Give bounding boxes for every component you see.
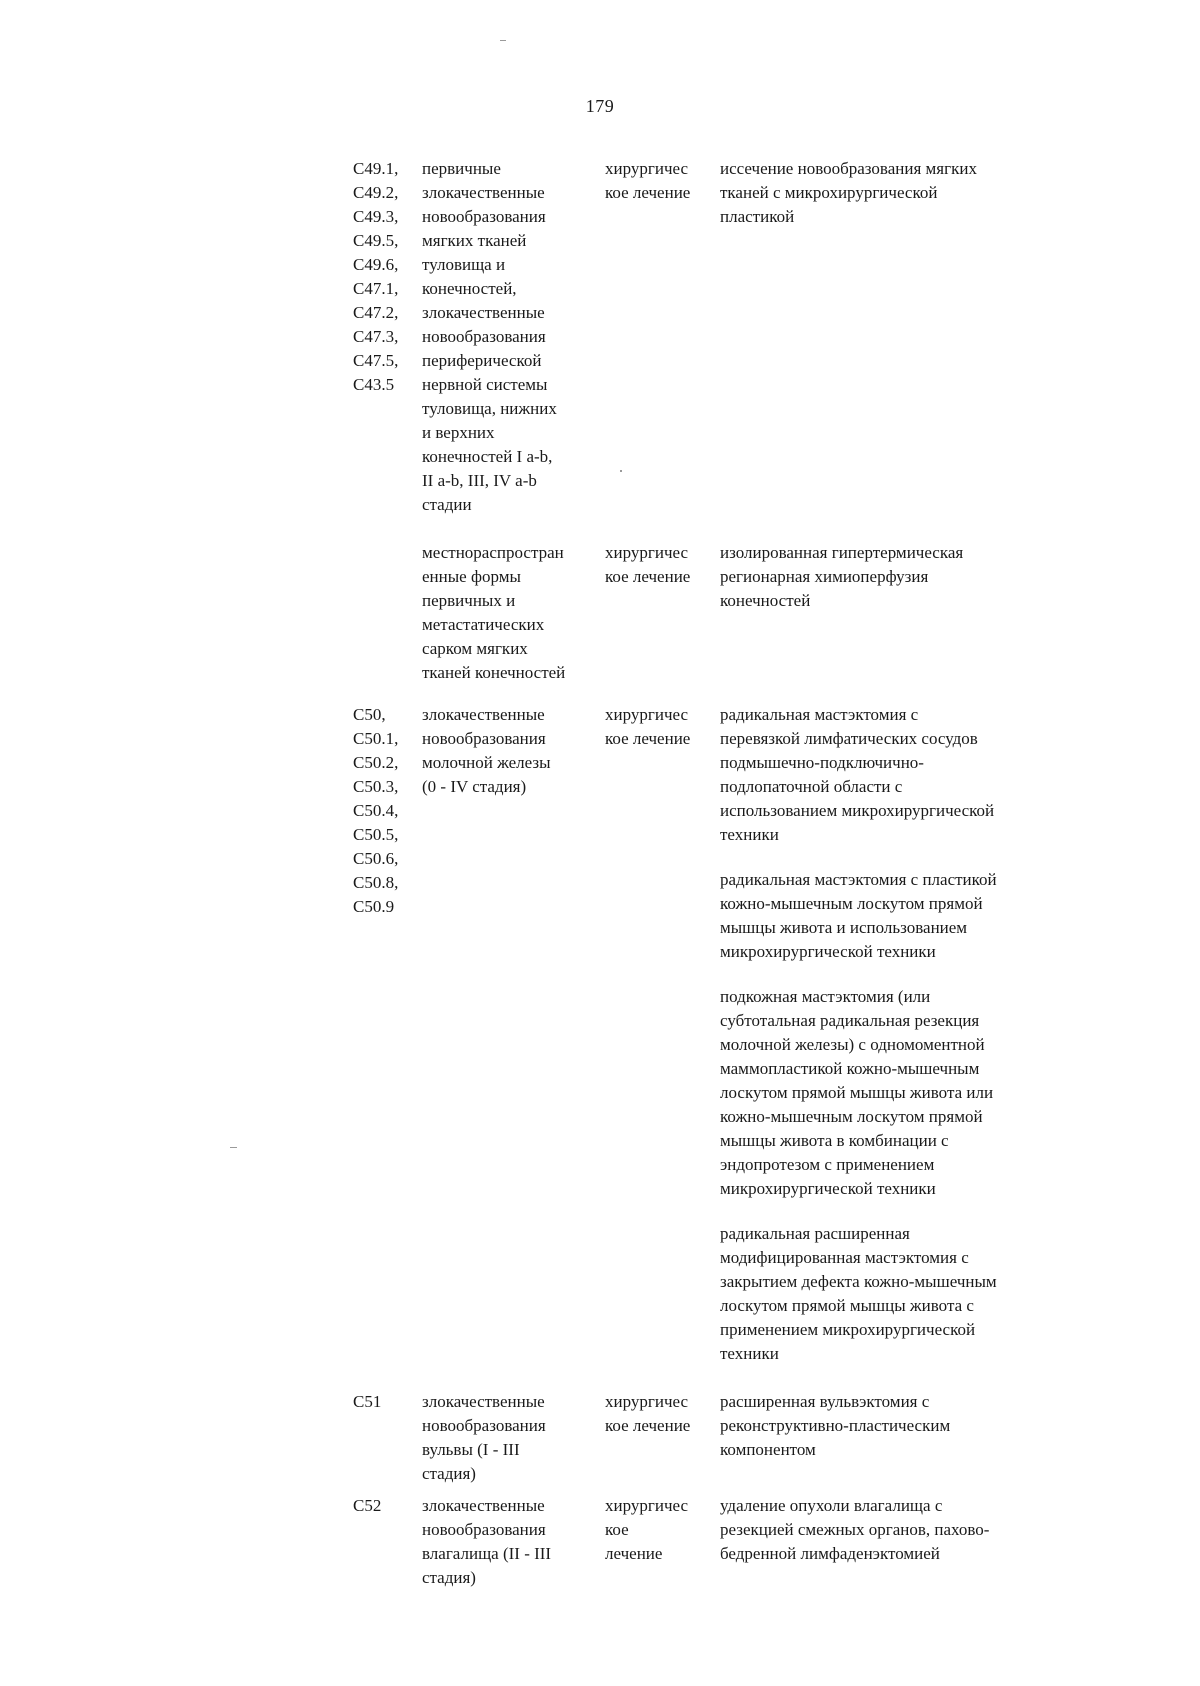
text-line: C49.1, [353, 159, 399, 178]
text-line: хирургичес [605, 159, 689, 178]
text-line: и верхних [422, 423, 495, 442]
page-number: 179 [585, 96, 615, 116]
text-line: C43.5 [353, 375, 395, 394]
text-line: лоскутом прямой мышцы живота с [720, 1296, 974, 1315]
diagnosis-cell [422, 1494, 598, 1590]
text-line: конечностей, [422, 279, 517, 298]
text-line: маммопластикой кожно-мышечным [720, 1059, 980, 1078]
text-line: C51 [353, 1392, 382, 1411]
treatment-type-cell [605, 1390, 717, 1438]
text-line: C47.3, [353, 327, 399, 346]
text-line: II a-b, III, IV a-b [422, 471, 537, 490]
text-line: злокачественные [422, 705, 545, 724]
text-line: радикальная расширенная [720, 1224, 910, 1243]
text-line: субтотальная радикальная резекция [720, 1011, 980, 1030]
scan-mark-left [230, 1147, 237, 1148]
text-line: молочной железы) с одномоментной [720, 1035, 985, 1054]
text-line: стадия) [422, 1568, 476, 1587]
text-line: закрытием дефекта кожно-мышечным [720, 1272, 997, 1291]
text-line: мягких тканей [422, 231, 527, 250]
text-line: хирургичес [605, 1392, 689, 1411]
text-line: кожно-мышечным лоскутом прямой [720, 1107, 983, 1126]
text-line: C52 [353, 1496, 382, 1515]
text-line: хирургичес [605, 705, 689, 724]
procedure-description [720, 157, 1060, 229]
text-line: кое лечение [605, 567, 691, 586]
diagnosis-cell [422, 541, 598, 685]
text-line: C50.8, [353, 873, 399, 892]
procedure-description [720, 703, 1060, 847]
text-line: кое [605, 1520, 629, 1539]
text-line: C49.2, [353, 183, 399, 202]
text-line: C47.2, [353, 303, 399, 322]
text-line: стадии [422, 495, 472, 514]
text-line: новообразования [422, 207, 546, 226]
text-line: C47.5, [353, 351, 399, 370]
text-line: удаление опухоли влагалища с [720, 1496, 943, 1515]
icd-codes-cell [353, 1390, 421, 1414]
text-line: техники [720, 1344, 779, 1363]
text-line: подлопаточной области с [720, 777, 903, 796]
text-line: туловища, нижних [422, 399, 557, 418]
text-line: мышцы живота в комбинации с [720, 1131, 949, 1150]
text-line: конечностей [720, 591, 811, 610]
text-line: хирургичес [605, 1496, 689, 1515]
text-line: модифицированная мастэктомия с [720, 1248, 969, 1267]
text-line: C49.6, [353, 255, 399, 274]
text-line: нервной системы [422, 375, 548, 394]
text-line: хирургичес [605, 543, 689, 562]
text-line: C50.1, [353, 729, 399, 748]
text-line: перевязкой лимфатических сосудов [720, 729, 978, 748]
scan-mark-top [500, 40, 506, 41]
text-line: злокачественные [422, 1392, 545, 1411]
procedure-cell [720, 703, 1060, 1387]
procedure-description [720, 985, 1060, 1201]
text-line: туловища и [422, 255, 506, 274]
text-line: молочной железы [422, 753, 551, 772]
text-line: первичных и [422, 591, 516, 610]
treatment-type-cell [605, 1494, 717, 1566]
procedure-cell [720, 541, 1060, 634]
diagnosis-cell [422, 703, 598, 799]
procedure-cell [720, 157, 1060, 250]
text-line: влагалища (II - III [422, 1544, 552, 1563]
text-line: микрохирургической техники [720, 1179, 936, 1198]
text-line: C50.4, [353, 801, 399, 820]
text-line: компонентом [720, 1440, 816, 1459]
text-line: C50.6, [353, 849, 399, 868]
treatment-type-cell [605, 541, 717, 589]
text-line: периферической [422, 351, 542, 370]
text-line: C50.3, [353, 777, 399, 796]
scan-mark-mid [620, 470, 622, 472]
text-line: метастатических [422, 615, 545, 634]
icd-codes-cell [353, 157, 421, 397]
text-line: мышцы живота и использованием [720, 918, 968, 937]
text-line: C49.3, [353, 207, 399, 226]
text-line: иссечение новообразования мягких [720, 159, 977, 178]
text-line: кое лечение [605, 183, 691, 202]
text-line: (0 - IV стадия) [422, 777, 527, 796]
text-line: бедренной лимфаденэктомией [720, 1544, 940, 1563]
text-line: C50, [353, 705, 386, 724]
text-line: кое лечение [605, 729, 691, 748]
text-line: лоскутом прямой мышцы живота или [720, 1083, 994, 1102]
procedure-cell [720, 1494, 1060, 1587]
text-line: регионарная химиоперфузия [720, 567, 929, 586]
text-line: тканей с микрохирургической [720, 183, 938, 202]
text-line: C50.2, [353, 753, 399, 772]
text-line: радикальная мастэктомия с [720, 705, 919, 724]
text-line: злокачественные [422, 1496, 545, 1515]
text-line: эндопротезом с применением [720, 1155, 935, 1174]
text-line: пластикой [720, 207, 795, 226]
text-line: расширенная вульвэктомия с [720, 1392, 930, 1411]
text-line: злокачественные [422, 303, 545, 322]
text-line: реконструктивно-пластическим [720, 1416, 951, 1435]
diagnosis-cell [422, 157, 598, 517]
treatment-type-cell [605, 157, 717, 205]
text-line: сарком мягких [422, 639, 528, 658]
icd-codes-cell [353, 703, 421, 919]
text-line: лечение [605, 1544, 663, 1563]
text-line: микрохирургической техники [720, 942, 936, 961]
text-line: C50.9 [353, 897, 395, 916]
text-line: новообразования [422, 729, 546, 748]
text-line: использованием микрохирургической [720, 801, 995, 820]
text-line: енные формы [422, 567, 521, 586]
text-line: первичные [422, 159, 501, 178]
text-line: тканей конечностей [422, 663, 566, 682]
text-line: применением микрохирургической [720, 1320, 976, 1339]
icd-codes-cell [353, 1494, 421, 1518]
text-line: местнораспростран [422, 543, 564, 562]
text-line: изолированная гипертермическая [720, 543, 964, 562]
text-line: C50.5, [353, 825, 399, 844]
text-line: C47.1, [353, 279, 399, 298]
text-line: C49.5, [353, 231, 399, 250]
text-line: техники [720, 825, 779, 844]
procedure-description [720, 541, 1060, 613]
text-line: кожно-мышечным лоскутом прямой [720, 894, 983, 913]
text-line: новообразования [422, 1416, 546, 1435]
text-line: резекцией смежных органов, пахово- [720, 1520, 990, 1539]
procedure-description [720, 1390, 1060, 1462]
text-line: злокачественные [422, 183, 545, 202]
procedure-description [720, 868, 1060, 964]
text-line: кое лечение [605, 1416, 691, 1435]
treatment-type-cell [605, 703, 717, 751]
text-line: вульвы (I - III [422, 1440, 520, 1459]
text-line: новообразования [422, 1520, 546, 1539]
text-line: радикальная мастэктомия с пластикой [720, 870, 997, 889]
diagnosis-cell [422, 1390, 598, 1486]
text-line: подкожная мастэктомия (или [720, 987, 931, 1006]
text-line: стадия) [422, 1464, 476, 1483]
text-line: конечностей I a-b, [422, 447, 553, 466]
text-line: подмышечно-подключично- [720, 753, 924, 772]
procedure-description [720, 1494, 1060, 1566]
procedure-cell [720, 1390, 1060, 1483]
procedure-description [720, 1222, 1060, 1366]
text-line: новообразования [422, 327, 546, 346]
